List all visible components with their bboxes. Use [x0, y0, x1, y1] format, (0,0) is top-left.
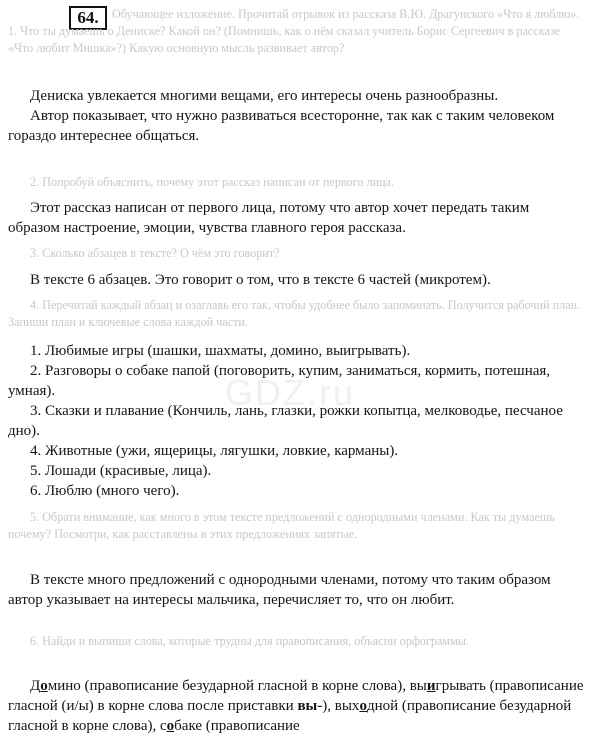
task-3: 3. Сколько абзацев в тексте? О чём это говорит? [30, 246, 280, 260]
task-4: 4. Перечитай каждый абзац и озаглавь его так, чтобы удобнее было запоминать. Получится рабочий план. Запиши план и ключевые слова каждой части. [8, 298, 581, 329]
plan-item: 6. Люблю (много чего). [30, 483, 180, 499]
answer-6: Домино (правописание безударной гласной в корне слова), выигрывать (правописание гласной (и/ы) в корне слова после приставки вы-), выходной (правописание безударной гласной в корне слова), собаке (правописание [8, 678, 584, 734]
word-sobake: собаке [159, 718, 203, 734]
answer-5: В тексте много предложений с однородными членами, потому что таким образом автор указывает на интересы мальчика, перечисляет то, что он любит. [8, 572, 551, 608]
answer-3: В тексте 6 абзацев. Это говорит о том, что в тексте 6 частей (микротем). [30, 272, 491, 288]
answer-1 [8, 86, 578, 170]
word-vyhodnoy: выходной [334, 698, 399, 714]
plan-item: 4. Животные (ужи, ящерицы, лягушки, ловкие, карманы). [30, 443, 399, 459]
answer-1-paragraph-1: Дениска увлекается многими вещами, его интересы очень разнообразны. [30, 88, 499, 104]
word-domino: Домино [30, 678, 81, 694]
answer-1-paragraph-2: Автор показывает, что нужно развиваться всесторонне, так как с таким человеком гораздо интереснее общаться. [8, 108, 555, 144]
plan-item: 1. Любимые игры (шашки, шахматы, домино, выигрывать). [30, 343, 411, 359]
task-6: 6. Найди и выпиши слова, которые трудны для правописания, объясни орфограммы. [30, 634, 470, 648]
plan-item: 3. Сказки и плавание (Кончиль, лань, глазки, рожки копытца, мелководье, песчаное дно). [8, 403, 563, 439]
intro-task: Обучающее изложение. Прочитай отрывок из рассказа В.Ю. Драгунского «Что я люблю». 1. Что ты думаешь о Дениске? Какой он? (Помнишь, как о нём сказал учитель Борис Сергеевич в рассказе «Что любит Мишка»?) Какую основную мысль развивает автор? [8, 7, 580, 55]
exercise-number: 64. [69, 6, 107, 30]
task-5: 5. Обрати внимание, как много в этом тексте предложений с однородными членами. Как ты думаешь почему? Посмотри, как расставлены в этих предложениях запятые. [8, 510, 555, 541]
watermark: GDZ.ru [225, 372, 356, 413]
plan-list [8, 341, 584, 505]
plan-item: 2. Разговоры о собаке папой (поговорить, купим, заниматься, кормить, потешная, умная). [8, 363, 551, 399]
prefix-vy: вы- [297, 698, 323, 714]
task-2: 2. Попробуй объяснить, почему этот рассказ написан от первого лица. [30, 175, 395, 189]
answer-2: Этот рассказ написан от первого лица, потому что автор хочет передать таким образом настроение, эмоции, чувства главного героя рассказа. [8, 200, 530, 236]
word-vyigryvat: выигрывать [409, 678, 486, 694]
plan-item: 5. Лошади (красивые, лица). [30, 463, 212, 479]
